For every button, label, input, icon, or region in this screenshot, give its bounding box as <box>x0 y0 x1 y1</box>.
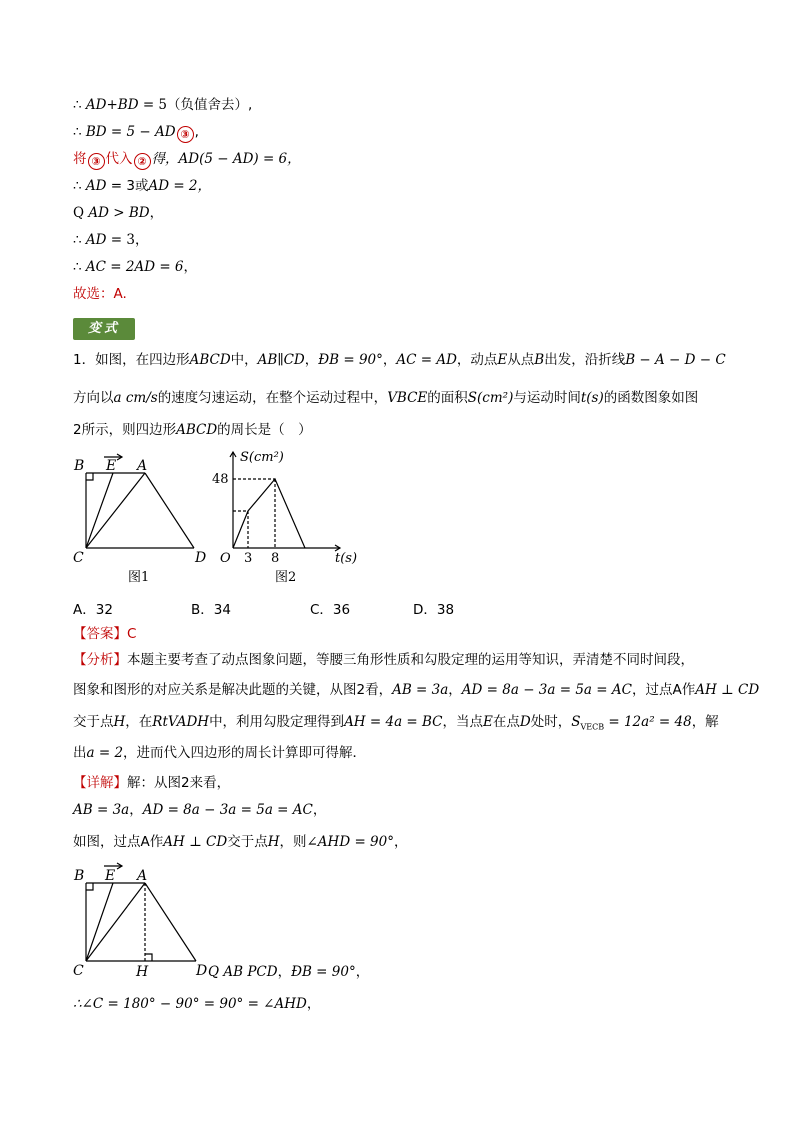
q-text: ， <box>304 352 319 368</box>
detail-text: ，则 <box>279 834 307 850</box>
fig2-tick-48: 48 <box>212 472 229 487</box>
q-math: a cm/s <box>113 390 158 406</box>
option-d[interactable]: D．38 <box>413 602 455 618</box>
analysis-math: = 12a² = 48 <box>604 714 692 730</box>
q-text: 方向以 <box>73 390 114 406</box>
detail-line-2 <box>73 800 326 820</box>
analysis-math: AD = 8a − 3a = 5a = AC <box>461 682 632 698</box>
analysis-label: 【分析】 <box>73 652 127 668</box>
note: （负值舍去）, <box>167 97 253 113</box>
analysis-math: AH ⊥ CD <box>695 682 760 698</box>
expr: = 5 <box>138 97 168 113</box>
solution-line-2 <box>73 122 199 143</box>
circled-three: ③ <box>88 153 105 170</box>
analysis-text: ，在 <box>125 714 153 730</box>
text: 代入 <box>105 151 133 167</box>
q-text: 的面积 <box>427 390 468 406</box>
detail-math: AD = 8a − 3a = 5a = AC <box>142 802 313 818</box>
punct: ， <box>183 259 198 275</box>
analysis-text: ，解 <box>691 714 719 730</box>
analysis-math: D <box>519 714 531 730</box>
q-math: B <box>534 352 545 368</box>
option-a[interactable]: A．32 <box>73 602 113 618</box>
fig1-label-a: A <box>137 458 148 474</box>
because: Q <box>73 205 89 221</box>
q-math: t(s) <box>580 390 604 406</box>
q-text: 的周长是（ ） <box>217 422 312 438</box>
detail-text: 交于点 <box>227 834 268 850</box>
punct: ， <box>134 232 149 248</box>
figure-3 <box>70 858 210 983</box>
detail-text: ， <box>393 834 408 850</box>
analysis-text: 处时， <box>530 714 572 730</box>
q-math: ÐB = 90° <box>318 352 383 368</box>
detail-math: ∴∠C = 180° − 90° = 90° = ∠AHD <box>73 996 307 1012</box>
detail-math: AB = 3a <box>73 802 130 818</box>
fig3-label-a: A <box>137 868 148 884</box>
fig2-origin: O <box>220 551 231 566</box>
detail-text: ， <box>312 802 327 818</box>
solution-line-3 <box>73 149 301 170</box>
fig2-tick-3: 3 <box>244 551 253 566</box>
circled-three: ③ <box>177 126 194 143</box>
analysis-text: 本题主要考查了动点图象问题，等腰三角形性质和勾股定理的运用等知识，弄清楚不同时间段， <box>127 652 694 668</box>
fig3-label-e: E <box>105 868 116 884</box>
analysis-line-1 <box>73 650 694 670</box>
fig1-caption: 图1 <box>128 570 150 585</box>
expr: AD > BD <box>88 205 150 221</box>
fig3-label-c: C <box>73 963 84 979</box>
expr: = 3或 <box>106 178 149 194</box>
q-math: ABCD <box>176 422 218 438</box>
analysis-line-4 <box>73 743 366 763</box>
q-math: VBCE <box>387 390 428 406</box>
q-text: 2所示，则四边形 <box>73 422 177 438</box>
analysis-text: ， <box>448 682 462 698</box>
expr: AD = 2， <box>148 178 212 194</box>
expr: = 3 <box>106 232 135 248</box>
figure-2 <box>230 452 340 551</box>
detail-math: H <box>267 834 280 850</box>
therefore: ∴ <box>73 232 86 248</box>
therefore: ∴ <box>73 124 86 140</box>
detail-label: 【详解】 <box>73 775 127 791</box>
analysis-text: ，当点 <box>442 714 484 730</box>
q-math: E <box>497 352 508 368</box>
question-line-3 <box>73 420 312 440</box>
analysis-math: H <box>113 714 126 730</box>
detail-text: ， <box>129 802 143 818</box>
question-line-1 <box>73 350 726 370</box>
analysis-line-2 <box>73 680 759 700</box>
circled-two: ② <box>134 153 151 170</box>
q-math: AC = AD <box>396 352 457 368</box>
q-text: 出发，沿折线 <box>544 352 626 368</box>
q-math: AB∥CD <box>257 352 305 368</box>
detail-text: 解：从图2来看， <box>127 775 231 791</box>
q-text: 中， <box>230 352 258 368</box>
solution-line-7 <box>73 257 197 277</box>
expr: AD <box>85 178 107 194</box>
solution-line-1 <box>73 95 252 115</box>
q-text: 的速度匀速运动，在整个运动过程中， <box>157 390 388 406</box>
therefore: ∴ <box>73 259 86 275</box>
answer-label: 【答案】 <box>73 626 127 642</box>
expr: AC <box>85 259 106 275</box>
detail-math: AH ⊥ CD <box>163 834 228 850</box>
variant-tag: 变式 <box>73 318 135 340</box>
q-text: 1．如图，在四边形 <box>73 352 190 368</box>
fig2-xlabel: t(s) <box>335 551 358 566</box>
fig2-tick-8: 8 <box>271 551 280 566</box>
solution-line-8: 故选：A. <box>73 286 127 302</box>
detail-line-4 <box>208 962 369 982</box>
analysis-math: E <box>483 714 493 730</box>
expr: = 5 − AD <box>106 124 176 140</box>
expr: 得，AD(5 − AD) = 6， <box>151 151 301 167</box>
analysis-math-sub: VECB <box>580 722 605 732</box>
detail-text: 如图，过点A作 <box>73 834 164 850</box>
analysis-text: 在点 <box>492 714 520 730</box>
fig2-ylabel: S(cm²) <box>240 450 284 465</box>
detail-line-1 <box>73 773 230 793</box>
solution-line-6 <box>73 230 148 250</box>
fig3-label-d: D <box>196 963 208 979</box>
analysis-math: RtVADH <box>152 714 210 730</box>
option-b[interactable]: B．34 <box>191 602 231 618</box>
expr: BD <box>85 124 107 140</box>
analysis-text: ，过点A作 <box>631 682 696 698</box>
analysis-text: 图象和图形的对应关系是解决此题的关键，从图2看， <box>73 682 393 698</box>
therefore: ∴ <box>73 97 86 113</box>
analysis-math: AB = 3a <box>392 682 449 698</box>
detail-math: Q AB PCD <box>208 964 278 980</box>
q-text: 从点 <box>507 352 535 368</box>
solution-line-5 <box>73 203 163 223</box>
punct: ， <box>149 205 164 221</box>
analysis-line-3 <box>73 712 719 738</box>
fig1-label-c: C <box>73 550 84 566</box>
q-text: 与运动时间 <box>513 390 581 406</box>
analysis-text: 出 <box>73 745 87 761</box>
text: 将 <box>73 151 87 167</box>
analysis-math: a = 2 <box>86 745 124 761</box>
q-math: ABCD <box>189 352 231 368</box>
detail-math: ÐB = 90° <box>291 964 356 980</box>
fig2-caption: 图2 <box>275 570 297 585</box>
expr: AD <box>85 232 107 248</box>
fig3-label-h: H <box>136 964 149 980</box>
detail-line-5 <box>73 994 320 1014</box>
expr: = 2AD = 6 <box>105 259 184 275</box>
question-line-2 <box>73 388 698 408</box>
fig1-label-b: B <box>74 458 85 474</box>
detail-line-3 <box>73 832 407 852</box>
q-text: ，动点 <box>456 352 498 368</box>
solution-line-4 <box>73 176 211 196</box>
q-math: S(cm²) <box>467 390 514 406</box>
figures-1-2 <box>70 448 370 588</box>
fig3-label-b: B <box>74 868 85 884</box>
analysis-text: 中，利用勾股定理得到 <box>209 714 345 730</box>
q-text: ， <box>382 352 397 368</box>
analysis-math: AH = 4a = BC <box>344 714 443 730</box>
therefore: ∴ <box>73 178 86 194</box>
option-c[interactable]: C．36 <box>310 602 351 618</box>
fig1-label-d: D <box>195 550 207 566</box>
punct: , <box>194 124 199 140</box>
detail-math: ∠AHD = 90° <box>306 834 394 850</box>
expr: AD+BD <box>85 97 139 113</box>
detail-text: ， <box>277 964 292 980</box>
detail-text: ， <box>306 996 321 1012</box>
q-math: B − A − D − C <box>625 352 726 368</box>
q-text: 的函数图象如图 <box>603 390 699 406</box>
answer-line <box>73 624 136 644</box>
fig1-label-e: E <box>106 458 117 474</box>
answer-value: C <box>127 626 137 642</box>
analysis-text: 交于点 <box>73 714 114 730</box>
detail-text: ， <box>355 964 370 980</box>
analysis-text: ，进而代入四边形的周长计算即可得解． <box>123 745 367 761</box>
analysis-math: S <box>571 714 581 730</box>
